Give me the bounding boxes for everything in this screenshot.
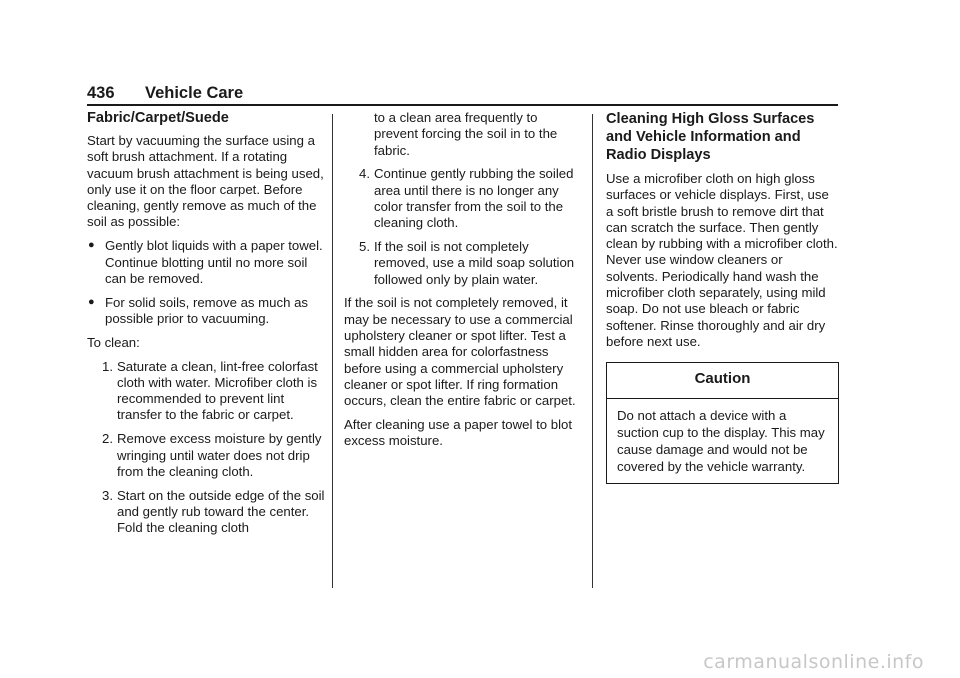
list-item	[344, 239, 584, 288]
step-number: 2.	[102, 431, 113, 447]
column-1	[87, 110, 327, 544]
column-2	[344, 110, 584, 457]
step-text: If the soil is not completely removed, use a mild soap solution followed only by plain water.	[374, 239, 575, 287]
cleaning-steps	[87, 359, 327, 537]
step-number: 3.	[102, 487, 113, 503]
list-item	[87, 238, 327, 287]
column-divider-1	[332, 114, 333, 588]
bullet-icon: ●	[88, 295, 95, 308]
list-item	[87, 431, 327, 480]
cleaning-steps-continued	[344, 166, 584, 288]
step-number: 1.	[102, 358, 113, 374]
caution-box	[606, 362, 839, 483]
bullet-icon: ●	[88, 239, 95, 252]
upholstery-paragraph: If the soil is not completely removed, it may be necessary to use a commercial upholstery cleaner or spot lifter. Test a small hidden area for colorfastness before using a commercial upholstery cleaner or spot lifter. If ring formation occurs, clean the entire fabric or carpet.	[344, 295, 576, 409]
bullet-text: For solid soils, remove as much as possible prior to vacuuming.	[105, 294, 309, 326]
step-text: Start on the outside edge of the soil and gently rub toward the center. Fold the cleaning cloth	[117, 487, 325, 536]
step-continuation	[344, 110, 584, 159]
step-text: Continue gently rubbing the soiled area until there is no longer any color transfer from the soil to the cleaning cloth.	[374, 166, 574, 231]
caution-body: Do not attach a device with a suction cup to the display. This may cause damage and would not be covered by the vehicle warranty.	[617, 407, 825, 474]
header-rule	[87, 104, 838, 106]
step-text: to a clean area frequently to prevent forcing the soil in to the fabric.	[374, 110, 558, 158]
caution-title: Caution	[607, 363, 838, 398]
list-item	[344, 166, 584, 231]
list-item	[87, 295, 327, 328]
high-gloss-heading: Cleaning High Gloss Surfaces and Vehicle Information and Radio Displays	[606, 111, 815, 163]
high-gloss-paragraph: Use a microfiber cloth on high gloss surfaces or vehicle displays. First, use a soft bristle brush to remove dirt that can scratch the surface. Then gently clean by rubbing with a microfiber cloth. Never use window cleaners or solvents. Periodically hand wash the microfiber cloth separately, using mild soap. Do not use bleach or fabric softener. Rinse thoroughly and air dry before next use.	[606, 171, 838, 349]
fabric-bullet-list	[87, 238, 327, 327]
list-item	[87, 359, 327, 424]
step-text: Saturate a clean, lint-free colorfast cloth with water. Microfiber cloth is recommended to prevent lint transfer to the fabric or carpet.	[117, 358, 318, 423]
list-item	[87, 488, 327, 537]
page-header	[87, 84, 837, 103]
step-number: 5.	[359, 239, 370, 255]
watermark: carmanualsonline.info	[703, 651, 924, 673]
column-divider-2	[592, 114, 593, 588]
fabric-heading: Fabric/Carpet/Suede	[87, 110, 229, 126]
paper-towel-paragraph: After cleaning use a paper towel to blot excess moisture.	[344, 417, 572, 449]
column-3	[606, 110, 838, 484]
step-number: 4.	[359, 166, 370, 182]
section-title: Vehicle Care	[145, 84, 244, 102]
page-number: 436	[87, 84, 115, 102]
step-text: Remove excess moisture by gently wringing until water does not drip from the cleaning cloth.	[117, 431, 322, 479]
bullet-text: Gently blot liquids with a paper towel. Continue blotting until no more soil can be removed.	[105, 238, 323, 286]
fabric-intro: Start by vacuuming the surface using a soft brush attachment. If a rotating vacuum brush attachment is being used, only use it on the floor carpet. Before cleaning, gently remove as much of the soil as possible:	[87, 133, 324, 230]
to-clean-label: To clean:	[87, 334, 140, 350]
